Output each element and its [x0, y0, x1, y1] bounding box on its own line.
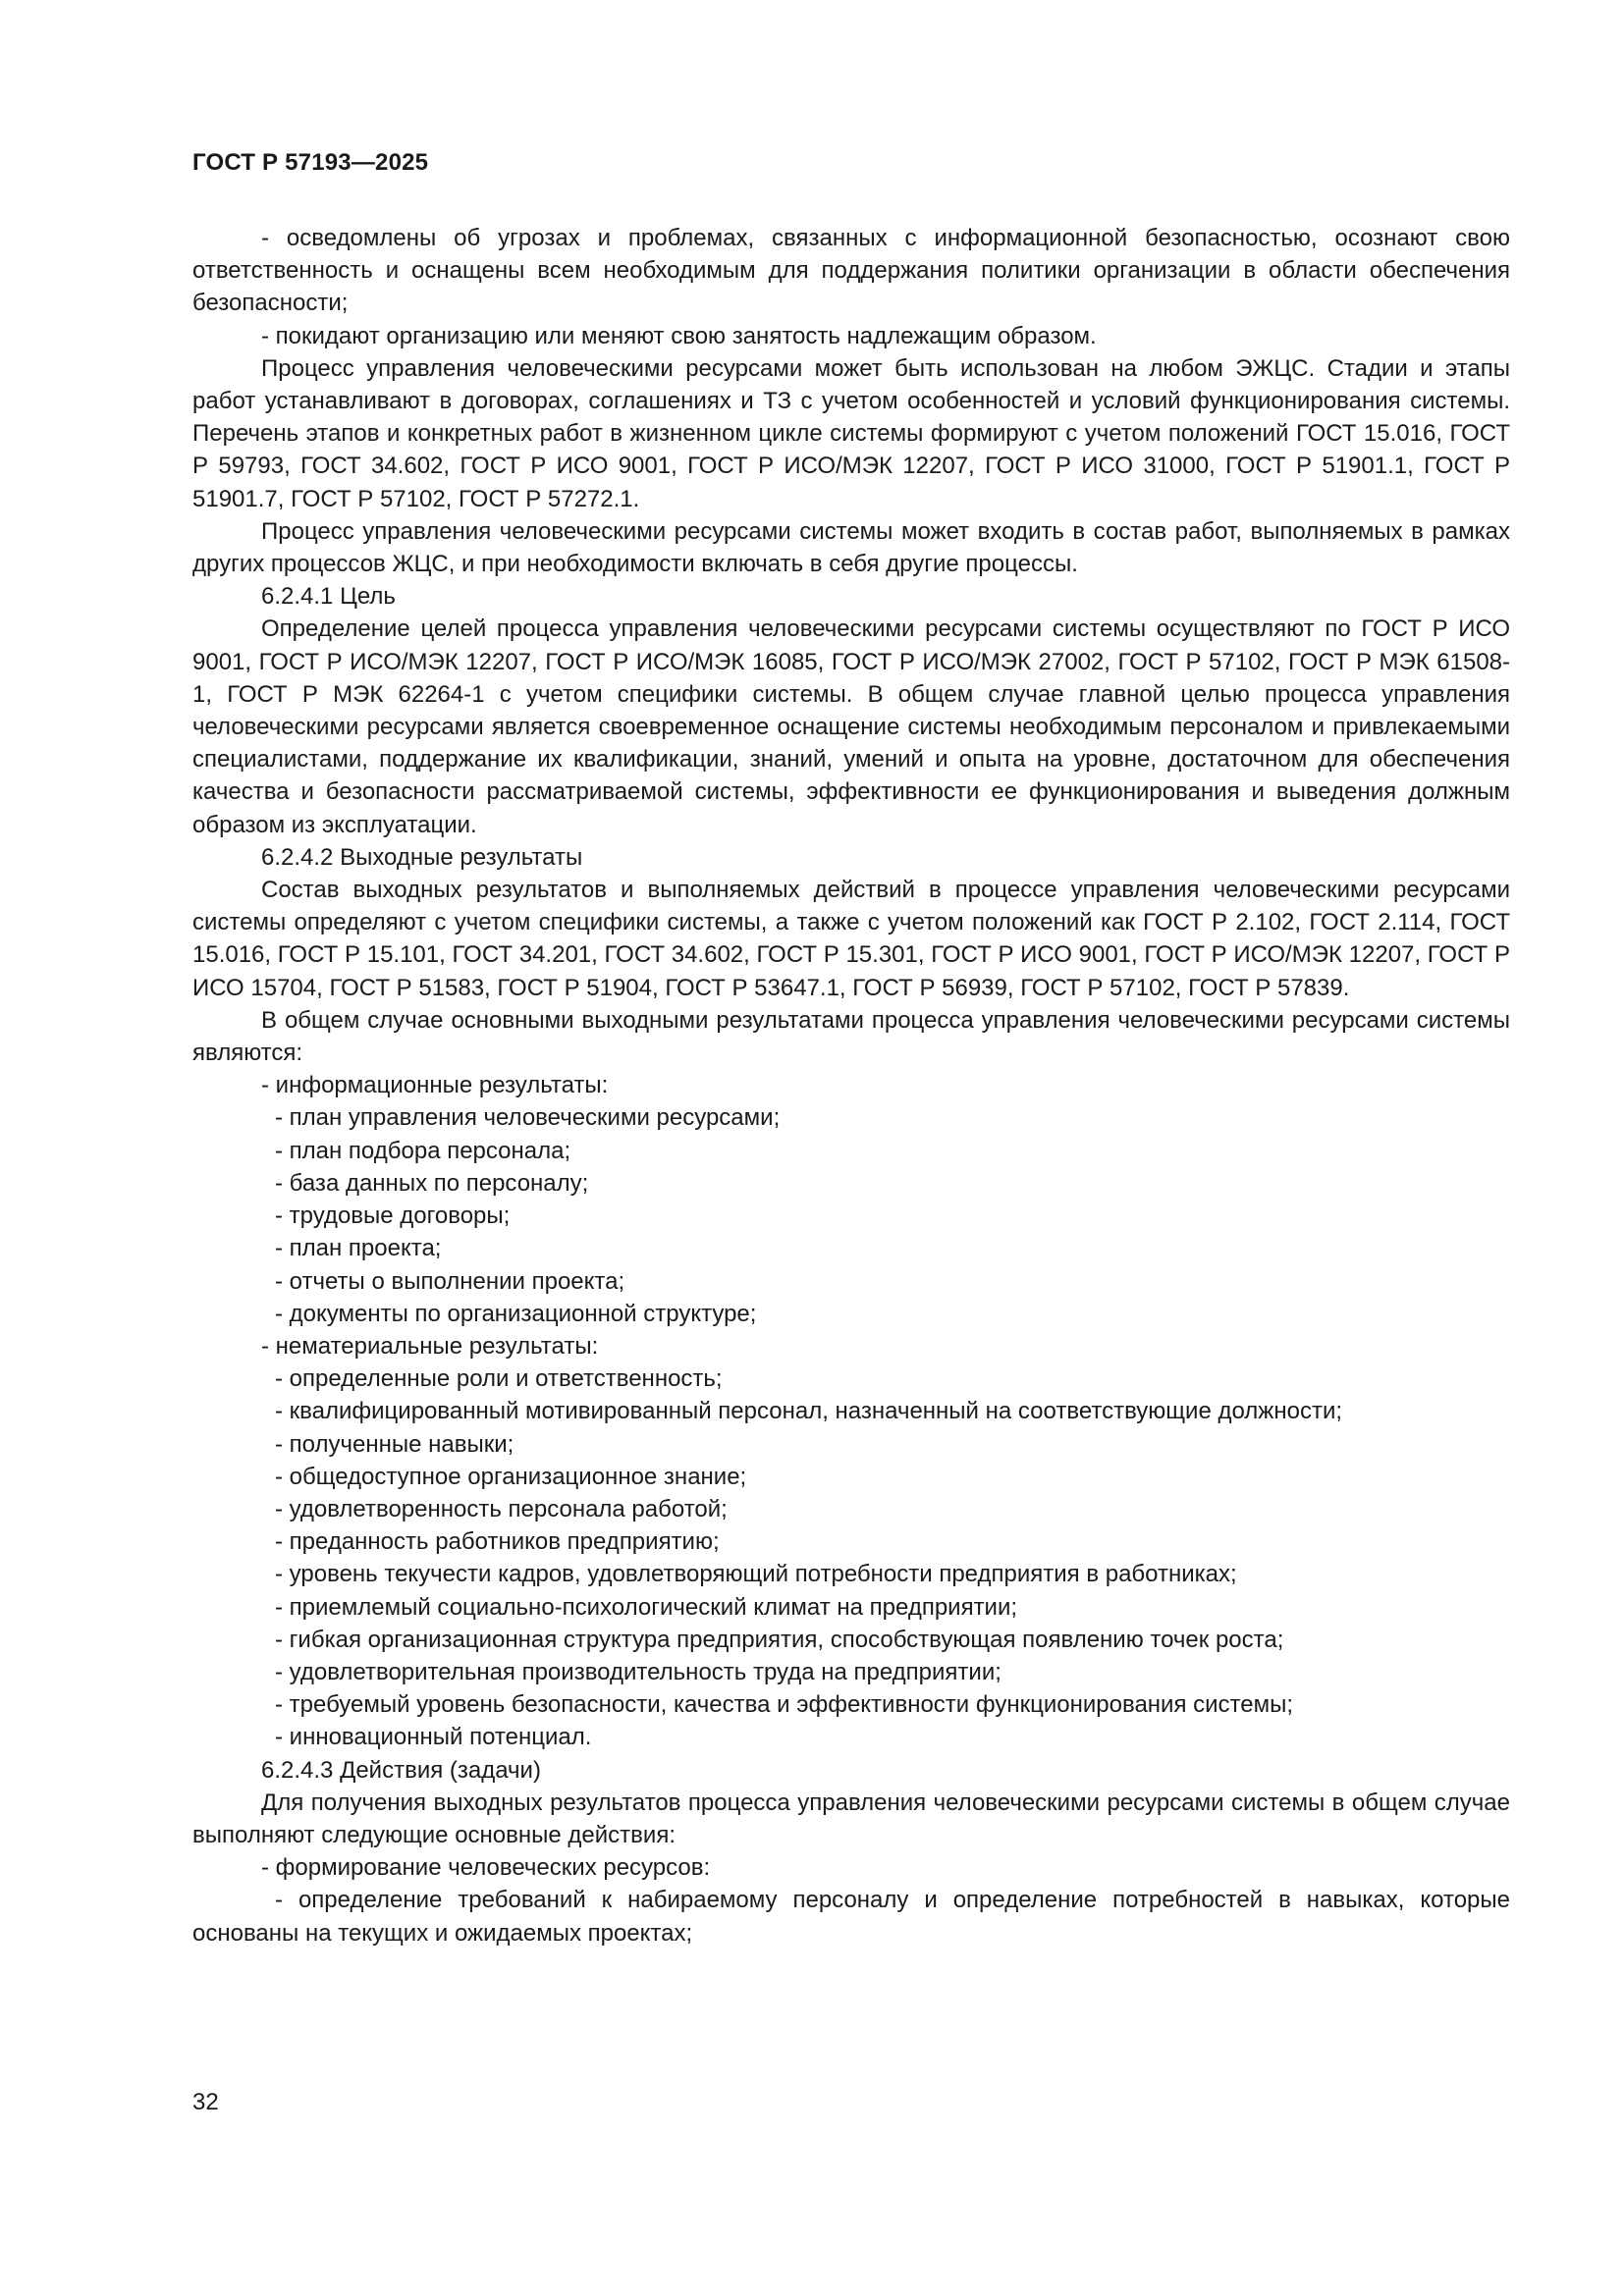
- list-item: - покидают организацию или меняют свою занятость надлежащим образом.: [261, 322, 1097, 349]
- paragraph: Процесс управления человеческими ресурсами может быть использован на любом ЭЖЦС. Стадии и этапы работ устанавливают в договорах, соглашениях и ТЗ с учетом особенностей и условий функционирования системы. Перечень этапов и конкретных работ в жизненном цикле системы формируют с учетом положений ГОСТ 15.016, ГОСТ Р 59793, ГОСТ 34.602, ГОСТ Р ИСО 9001, ГОСТ Р ИСО/МЭК 12207, ГОСТ Р ИСО 31000, ГОСТ Р 51901.1, ГОСТ Р 51901.7, ГОСТ Р 57102, ГОСТ Р 57272.1.: [192, 354, 1510, 512]
- paragraph: Для получения выходных результатов процесса управления человеческими ресурсами системы в общем случае выполняют следующие основные действия:: [192, 1789, 1510, 1848]
- list-item: - приемлемый социально-психологический климат на предприятии;: [275, 1593, 1018, 1621]
- list-item: - документы по организационной структуре;: [275, 1300, 757, 1327]
- paragraph: Определение целей процесса управления человеческими ресурсами системы осуществляют по ГОСТ Р ИСО 9001, ГОСТ Р ИСО/МЭК 12207, ГОСТ Р ИСО/МЭК 16085, ГОСТ Р ИСО/МЭК 27002, ГОСТ Р 57102, ГОСТ Р МЭК 61508-1, ГОСТ Р МЭК 62264-1 с учетом специфики системы. В общем случае главной целью процесса управления человеческими ресурсами является своевременное оснащение системы необходимым персоналом и привлекаемыми специалистами, поддержание их квалификации, знаний, умений и опыта на уровне, достаточном для обеспечения качества и безопасности рассматриваемой системы, эффективности ее функционирования и выведения должным образом из эксплуатации.: [192, 615, 1510, 838]
- list-item: - квалифицированный мотивированный персонал, назначенный на соответствующие должности;: [275, 1398, 1343, 1425]
- list-item: - определение требований к набираемому персоналу и определение потребностей в навыках, которые основаны на текущих и ожидаемых проектах;: [192, 1887, 1510, 1947]
- list-group-heading: - информационные результаты:: [261, 1072, 609, 1099]
- page-number: 32: [192, 2089, 219, 2115]
- list-item: - план подбора персонала;: [275, 1137, 571, 1164]
- list-group-heading: - нематериальные результаты:: [261, 1332, 599, 1360]
- document-body: [192, 222, 1510, 1949]
- paragraph: Процесс управления человеческими ресурсами системы может входить в состав работ, выполняемых в рамках других процессов ЖЦС, и при необходимости включать в себя другие процессы.: [192, 517, 1510, 578]
- list-group-heading: - формирование человеческих ресурсов:: [261, 1854, 711, 1882]
- list-item: - база данных по персоналу;: [275, 1169, 589, 1197]
- list-item: - инновационный потенциал.: [275, 1724, 592, 1751]
- list-item: - удовлетворительная производительность труда на предприятии;: [275, 1658, 1001, 1685]
- list-item: - отчеты о выполнении проекта;: [275, 1267, 625, 1295]
- section-heading: 6.2.4.2 Выходные результаты: [261, 843, 583, 871]
- list-item: - трудовые договоры;: [275, 1202, 511, 1230]
- list-item: - общедоступное организационное знание;: [275, 1463, 747, 1490]
- section-heading: 6.2.4.1 Цель: [261, 583, 396, 611]
- list-item: - осведомлены об угрозах и проблемах, связанных с информационной безопасностью, осознают свою ответственность и оснащены всем необходимым для поддержания политики организации в области обеспечения безопасности;: [192, 225, 1510, 317]
- list-item: - план управления человеческими ресурсами;: [275, 1104, 781, 1132]
- paragraph: Состав выходных результатов и выполняемых действий в процессе управления человеческими ресурсами системы определяют с учетом специфики системы, а также с учетом положений как ГОСТ Р 2.102, ГОСТ 2.114, ГОСТ 15.016, ГОСТ Р 15.101, ГОСТ 34.201, ГОСТ 34.602, ГОСТ Р 15.301, ГОСТ Р ИСО 9001, ГОСТ Р ИСО/МЭК 12207, ГОСТ Р ИСО 15704, ГОСТ Р 51583, ГОСТ Р 51904, ГОСТ Р 53647.1, ГОСТ Р 56939, ГОСТ Р 57102, ГОСТ Р 57839.: [192, 877, 1510, 1001]
- list-item: - определенные роли и ответственность;: [275, 1365, 723, 1393]
- document-code-header: ГОСТ Р 57193—2025: [192, 149, 429, 176]
- section-heading: 6.2.4.3 Действия (задачи): [261, 1756, 541, 1784]
- list-item: - план проекта;: [275, 1235, 442, 1262]
- list-item: - требуемый уровень безопасности, качества и эффективности функционирования системы;: [275, 1691, 1294, 1719]
- list-item: - удовлетворенность персонала работой;: [275, 1495, 728, 1522]
- list-item: - преданность работников предприятию;: [275, 1528, 720, 1556]
- paragraph: В общем случае основными выходными результатами процесса управления человеческими ресурсами системы являются:: [192, 1006, 1510, 1067]
- list-item: - уровень текучести кадров, удовлетворяющий потребности предприятия в работниках;: [275, 1561, 1237, 1588]
- list-item: - гибкая организационная структура предприятия, способствующая появлению точек роста;: [275, 1626, 1284, 1653]
- list-item: - полученные навыки;: [275, 1430, 514, 1458]
